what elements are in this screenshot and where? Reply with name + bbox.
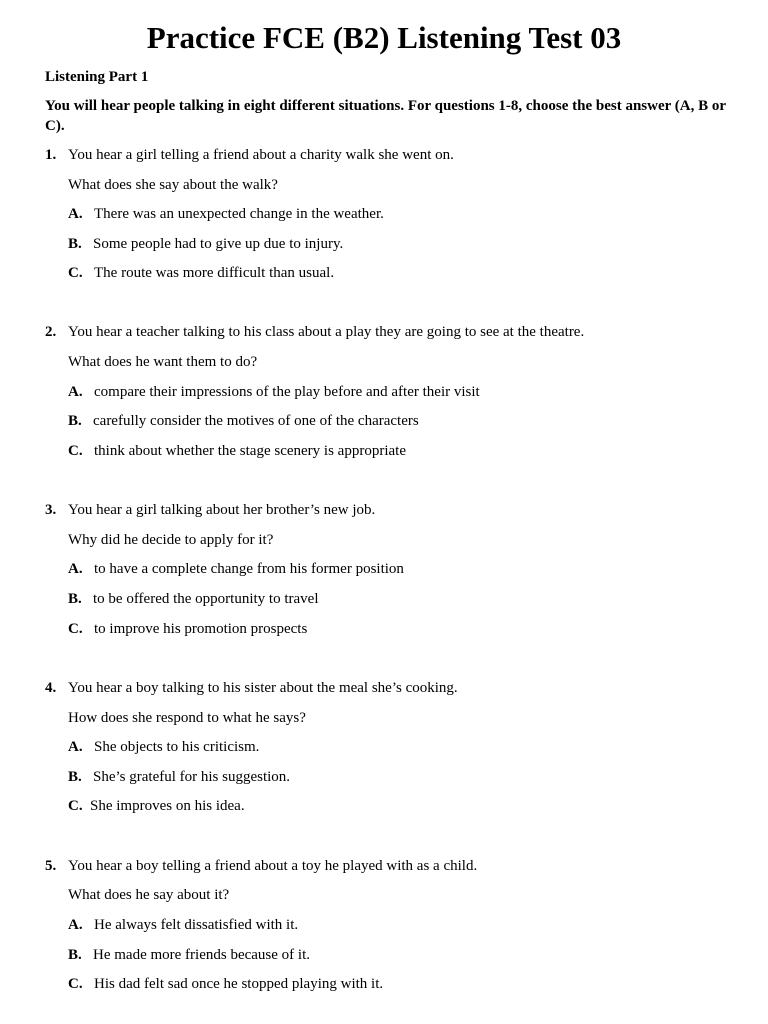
option-letter: A. — [68, 561, 83, 577]
part-label: Listening Part 1 — [45, 69, 149, 85]
option-letter: B. — [68, 236, 82, 252]
instructions: You will hear people talking in eight different situations. For questions 1-8, choose the best answer (A, B or C). — [45, 98, 726, 134]
option-text: think about whether the stage scenery is appropriate — [94, 443, 406, 459]
option-text: She improves on his idea. — [90, 798, 245, 814]
option-text: compare their impressions of the play before and after their visit — [94, 384, 480, 400]
question-prompt: What does she say about the walk? — [68, 177, 278, 193]
option-text: He made more friends because of it. — [93, 947, 310, 963]
option-text: Some people had to give up due to injury. — [93, 236, 344, 252]
option-text: There was an unexpected change in the weather. — [94, 206, 384, 222]
option-text: to improve his promotion prospects — [94, 621, 308, 637]
option-text: to be offered the opportunity to travel — [93, 591, 319, 607]
option-letter: B. — [68, 413, 82, 429]
question-context: You hear a girl telling a friend about a charity walk she went on. — [68, 147, 454, 163]
page-title: Practice FCE (B2) Listening Test 03 — [146, 20, 622, 55]
option-letter: C. — [68, 443, 83, 459]
question-number: 4. — [45, 680, 57, 696]
question-context: You hear a boy telling a friend about a toy he played with as a child. — [68, 858, 478, 874]
option-letter: C. — [68, 798, 83, 814]
option-letter: A. — [68, 917, 83, 933]
option-letter: A. — [68, 384, 83, 400]
option-letter: A. — [68, 206, 83, 222]
question-number: 5. — [45, 858, 57, 874]
option-text: He always felt dissatisfied with it. — [94, 917, 299, 933]
option-letter: C. — [68, 976, 83, 992]
question-context: You hear a girl talking about her brother’s new job. — [68, 502, 376, 518]
question-context: You hear a teacher talking to his class about a play they are going to see at the theatre. — [68, 324, 585, 340]
question-prompt: What does he say about it? — [68, 887, 230, 903]
option-letter: C. — [68, 265, 83, 281]
question-number: 3. — [45, 502, 57, 518]
question-context: You hear a boy talking to his sister about the meal she’s cooking. — [68, 680, 458, 696]
question-number: 1. — [45, 147, 57, 163]
option-text: carefully consider the motives of one of the characters — [93, 413, 419, 429]
question-prompt: Why did he decide to apply for it? — [68, 532, 274, 548]
option-letter: B. — [68, 769, 82, 785]
option-text: His dad felt sad once he stopped playing with it. — [94, 976, 384, 992]
question-prompt: What does he want them to do? — [68, 354, 258, 370]
option-letter: C. — [68, 621, 83, 637]
option-letter: B. — [68, 947, 82, 963]
option-text: The route was more difficult than usual. — [94, 265, 335, 281]
option-text: to have a complete change from his former position — [94, 561, 404, 577]
question-prompt: How does she respond to what he says? — [68, 710, 306, 726]
option-text: She objects to his criticism. — [94, 739, 260, 755]
option-letter: A. — [68, 739, 83, 755]
option-text: She’s grateful for his suggestion. — [93, 769, 291, 785]
option-letter: B. — [68, 591, 82, 607]
question-number: 2. — [45, 324, 57, 340]
